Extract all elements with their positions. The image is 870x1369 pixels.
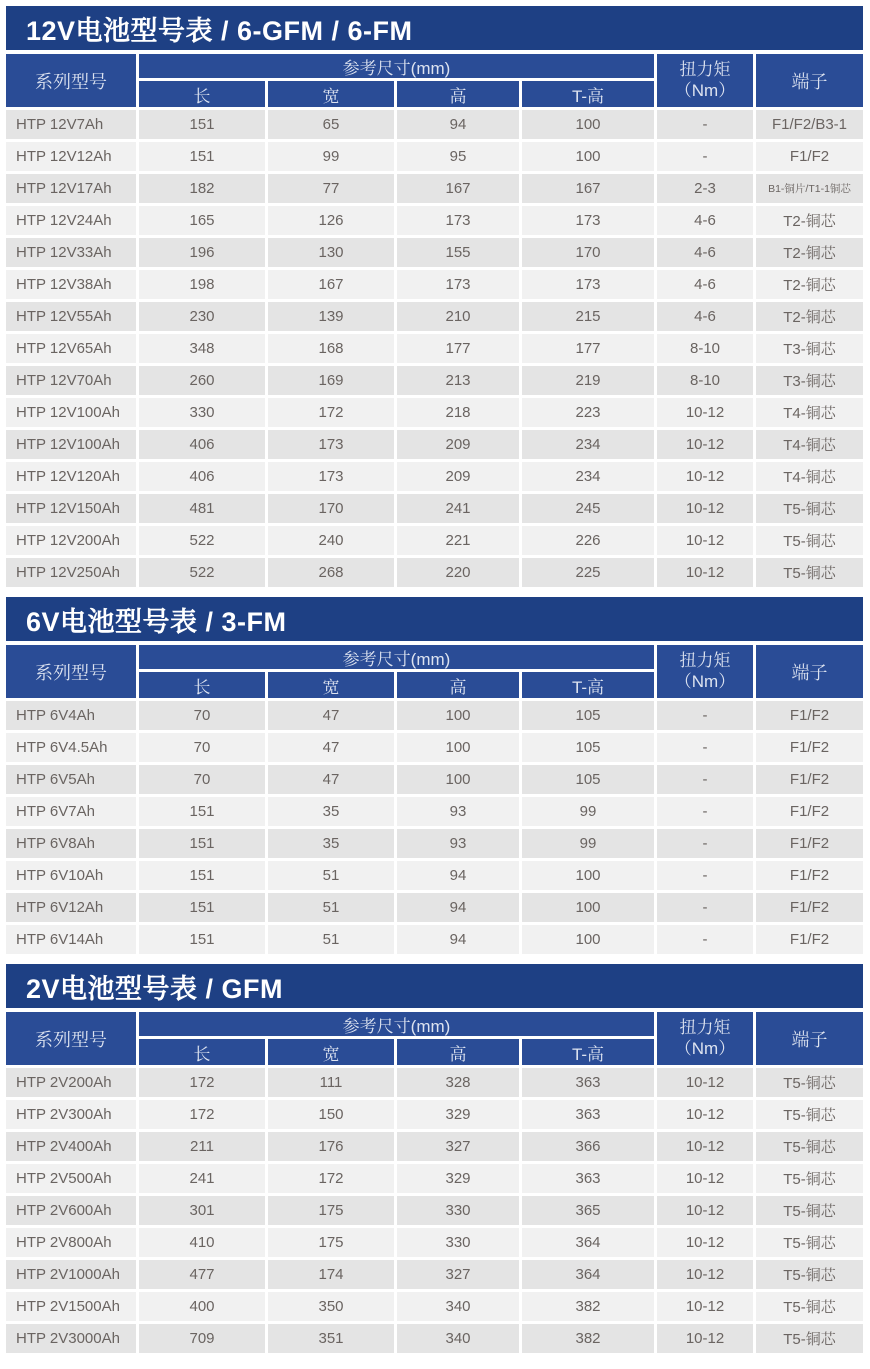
t-height-cell: 100 xyxy=(522,925,654,954)
model-cell: HTP 12V100Ah xyxy=(6,430,136,459)
height-cell: 340 xyxy=(397,1324,519,1353)
model-cell: HTP 6V8Ah xyxy=(6,829,136,858)
model-cell: HTP 2V200Ah xyxy=(6,1068,136,1097)
terminal-cell: T5-铜芯 xyxy=(756,1164,863,1193)
height-cell: 329 xyxy=(397,1164,519,1193)
width-cell: 35 xyxy=(268,829,394,858)
table-12v-batteries xyxy=(6,6,863,587)
length-cell: 301 xyxy=(139,1196,265,1225)
height-cell: 327 xyxy=(397,1260,519,1289)
t-height-cell: 99 xyxy=(522,829,654,858)
height-cell: 94 xyxy=(397,110,519,139)
torque-cell: 10-12 xyxy=(657,1260,753,1289)
length-cell: 151 xyxy=(139,142,265,171)
col-header-torque xyxy=(657,54,753,107)
height-cell: 209 xyxy=(397,462,519,491)
width-cell: 126 xyxy=(268,206,394,235)
table-title: 2V电池型号表 / GFM xyxy=(26,973,284,1004)
t-height-cell: 234 xyxy=(522,430,654,459)
height-cell: 220 xyxy=(397,558,519,587)
height-cell: 93 xyxy=(397,797,519,826)
col-header-model: 系列型号 xyxy=(6,54,136,107)
t-height-cell: 363 xyxy=(522,1100,654,1129)
t-height-cell: 105 xyxy=(522,733,654,762)
width-cell: 173 xyxy=(268,430,394,459)
height-cell: 173 xyxy=(397,270,519,299)
terminal-cell: T5-铜芯 xyxy=(756,1068,863,1097)
model-cell: HTP 2V500Ah xyxy=(6,1164,136,1193)
length-cell: 260 xyxy=(139,366,265,395)
t-height-cell: 365 xyxy=(522,1196,654,1225)
t-height-cell: 99 xyxy=(522,797,654,826)
terminal-cell: T2-铜芯 xyxy=(756,270,863,299)
width-cell: 99 xyxy=(268,142,394,171)
torque-cell: - xyxy=(657,829,753,858)
torque-cell: 4-6 xyxy=(657,206,753,235)
t-height-cell: 245 xyxy=(522,494,654,523)
table-title-bar xyxy=(6,597,863,641)
length-cell: 198 xyxy=(139,270,265,299)
model-cell: HTP 12V12Ah xyxy=(6,142,136,171)
col-header-t-height: T-高 xyxy=(522,81,654,107)
torque-cell: - xyxy=(657,701,753,730)
terminal-cell: T5-铜芯 xyxy=(756,1100,863,1129)
width-cell: 174 xyxy=(268,1260,394,1289)
torque-cell: - xyxy=(657,861,753,890)
width-cell: 175 xyxy=(268,1228,394,1257)
model-cell: HTP 6V10Ah xyxy=(6,861,136,890)
width-cell: 351 xyxy=(268,1324,394,1353)
torque-cell: - xyxy=(657,110,753,139)
torque-cell: 10-12 xyxy=(657,558,753,587)
t-height-cell: 100 xyxy=(522,893,654,922)
t-height-cell: 382 xyxy=(522,1324,654,1353)
terminal-cell: T5-铜芯 xyxy=(756,1324,863,1353)
col-header-length: 长 xyxy=(139,672,265,698)
length-cell: 348 xyxy=(139,334,265,363)
width-cell: 175 xyxy=(268,1196,394,1225)
col-header-terminal: 端子 xyxy=(756,54,863,107)
height-cell: 221 xyxy=(397,526,519,555)
model-cell: HTP 12V33Ah xyxy=(6,238,136,267)
width-cell: 176 xyxy=(268,1132,394,1161)
torque-cell: 4-6 xyxy=(657,270,753,299)
model-cell: HTP 2V400Ah xyxy=(6,1132,136,1161)
terminal-cell: F1/F2 xyxy=(756,701,863,730)
length-cell: 481 xyxy=(139,494,265,523)
col-header-length: 长 xyxy=(139,1039,265,1065)
model-cell: HTP 6V12Ah xyxy=(6,893,136,922)
col-header-terminal: 端子 xyxy=(756,1012,863,1065)
width-cell: 150 xyxy=(268,1100,394,1129)
terminal-cell: F1/F2 xyxy=(756,829,863,858)
t-height-cell: 366 xyxy=(522,1132,654,1161)
model-cell: HTP 12V100Ah xyxy=(6,398,136,427)
col-header-terminal: 端子 xyxy=(756,645,863,698)
height-cell: 167 xyxy=(397,174,519,203)
table-title-bar xyxy=(6,964,863,1008)
t-height-cell: 225 xyxy=(522,558,654,587)
length-cell: 165 xyxy=(139,206,265,235)
torque-cell: 8-10 xyxy=(657,334,753,363)
terminal-cell: T3-铜芯 xyxy=(756,334,863,363)
terminal-cell: T2-铜芯 xyxy=(756,238,863,267)
torque-cell: 10-12 xyxy=(657,1228,753,1257)
torque-cell: 10-12 xyxy=(657,430,753,459)
height-cell: 330 xyxy=(397,1228,519,1257)
model-cell: HTP 12V150Ah xyxy=(6,494,136,523)
terminal-cell: T4-铜芯 xyxy=(756,398,863,427)
length-cell: 70 xyxy=(139,733,265,762)
t-height-cell: 173 xyxy=(522,270,654,299)
height-cell: 218 xyxy=(397,398,519,427)
col-header-height: 高 xyxy=(397,1039,519,1065)
col-header-dimensions-group: 参考尺寸(mm) xyxy=(139,645,654,669)
torque-cell: 2-3 xyxy=(657,174,753,203)
torque-cell: 4-6 xyxy=(657,238,753,267)
width-cell: 169 xyxy=(268,366,394,395)
height-cell: 155 xyxy=(397,238,519,267)
col-header-model: 系列型号 xyxy=(6,1012,136,1065)
model-cell: HTP 6V5Ah xyxy=(6,765,136,794)
width-cell: 172 xyxy=(268,398,394,427)
width-cell: 65 xyxy=(268,110,394,139)
width-cell: 77 xyxy=(268,174,394,203)
model-cell: HTP 2V3000Ah xyxy=(6,1324,136,1353)
terminal-cell: T5-铜芯 xyxy=(756,526,863,555)
torque-cell: 4-6 xyxy=(657,302,753,331)
length-cell: 196 xyxy=(139,238,265,267)
height-cell: 100 xyxy=(397,701,519,730)
height-cell: 329 xyxy=(397,1100,519,1129)
torque-cell: 10-12 xyxy=(657,494,753,523)
torque-cell: - xyxy=(657,797,753,826)
model-cell: HTP 12V250Ah xyxy=(6,558,136,587)
width-cell: 47 xyxy=(268,765,394,794)
height-cell: 327 xyxy=(397,1132,519,1161)
model-cell: HTP 12V38Ah xyxy=(6,270,136,299)
terminal-cell: T4-铜芯 xyxy=(756,430,863,459)
col-header-torque xyxy=(657,645,753,698)
model-cell: HTP 2V300Ah xyxy=(6,1100,136,1129)
t-height-cell: 100 xyxy=(522,142,654,171)
torque-header-line: 扭力矩 xyxy=(679,60,731,80)
spec-grid xyxy=(6,645,863,954)
length-cell: 241 xyxy=(139,1164,265,1193)
col-header-t-height: T-高 xyxy=(522,1039,654,1065)
length-cell: 70 xyxy=(139,765,265,794)
col-header-dimensions-group: 参考尺寸(mm) xyxy=(139,54,654,78)
width-cell: 111 xyxy=(268,1068,394,1097)
terminal-cell: T5-铜芯 xyxy=(756,1196,863,1225)
width-cell: 168 xyxy=(268,334,394,363)
length-cell: 410 xyxy=(139,1228,265,1257)
t-height-cell: 177 xyxy=(522,334,654,363)
torque-cell: 10-12 xyxy=(657,1196,753,1225)
terminal-cell: T5-铜芯 xyxy=(756,494,863,523)
terminal-cell: T5-铜芯 xyxy=(756,558,863,587)
table-title-bar xyxy=(6,6,863,50)
terminal-cell: F1/F2 xyxy=(756,925,863,954)
t-height-cell: 363 xyxy=(522,1164,654,1193)
model-cell: HTP 2V1000Ah xyxy=(6,1260,136,1289)
terminal-cell: F1/F2 xyxy=(756,797,863,826)
torque-cell: 10-12 xyxy=(657,1324,753,1353)
col-header-dimensions-group: 参考尺寸(mm) xyxy=(139,1012,654,1036)
model-cell: HTP 2V600Ah xyxy=(6,1196,136,1225)
height-cell: 100 xyxy=(397,765,519,794)
col-header-width: 宽 xyxy=(268,81,394,107)
width-cell: 51 xyxy=(268,893,394,922)
width-cell: 47 xyxy=(268,733,394,762)
col-header-width: 宽 xyxy=(268,672,394,698)
model-cell: HTP 12V7Ah xyxy=(6,110,136,139)
length-cell: 400 xyxy=(139,1292,265,1321)
spec-grid xyxy=(6,1012,863,1353)
terminal-cell: T5-铜芯 xyxy=(756,1260,863,1289)
torque-cell: 10-12 xyxy=(657,1132,753,1161)
width-cell: 130 xyxy=(268,238,394,267)
t-height-cell: 170 xyxy=(522,238,654,267)
terminal-cell: F1/F2/B3-1 xyxy=(756,110,863,139)
height-cell: 330 xyxy=(397,1196,519,1225)
length-cell: 172 xyxy=(139,1068,265,1097)
model-cell: HTP 2V800Ah xyxy=(6,1228,136,1257)
width-cell: 167 xyxy=(268,270,394,299)
width-cell: 350 xyxy=(268,1292,394,1321)
torque-cell: 10-12 xyxy=(657,1068,753,1097)
t-height-cell: 226 xyxy=(522,526,654,555)
length-cell: 172 xyxy=(139,1100,265,1129)
model-cell: HTP 12V55Ah xyxy=(6,302,136,331)
model-cell: HTP 2V1500Ah xyxy=(6,1292,136,1321)
width-cell: 172 xyxy=(268,1164,394,1193)
model-cell: HTP 12V24Ah xyxy=(6,206,136,235)
width-cell: 170 xyxy=(268,494,394,523)
width-cell: 139 xyxy=(268,302,394,331)
length-cell: 406 xyxy=(139,462,265,491)
length-cell: 151 xyxy=(139,110,265,139)
terminal-cell: F1/F2 xyxy=(756,893,863,922)
torque-cell: - xyxy=(657,765,753,794)
width-cell: 51 xyxy=(268,925,394,954)
col-header-height: 高 xyxy=(397,81,519,107)
width-cell: 35 xyxy=(268,797,394,826)
t-height-cell: 100 xyxy=(522,861,654,890)
length-cell: 230 xyxy=(139,302,265,331)
height-cell: 94 xyxy=(397,893,519,922)
terminal-cell: B1-铜片/T1-1铜芯 xyxy=(756,174,863,203)
col-header-length: 长 xyxy=(139,81,265,107)
length-cell: 151 xyxy=(139,893,265,922)
length-cell: 70 xyxy=(139,701,265,730)
torque-cell: - xyxy=(657,925,753,954)
terminal-cell: F1/F2 xyxy=(756,765,863,794)
torque-header-line: 扭力矩 xyxy=(679,1018,731,1038)
torque-cell: - xyxy=(657,733,753,762)
terminal-cell: T5-铜芯 xyxy=(756,1292,863,1321)
model-cell: HTP 12V200Ah xyxy=(6,526,136,555)
height-cell: 94 xyxy=(397,861,519,890)
model-cell: HTP 12V17Ah xyxy=(6,174,136,203)
torque-cell: 10-12 xyxy=(657,1292,753,1321)
torque-cell: - xyxy=(657,893,753,922)
t-height-cell: 363 xyxy=(522,1068,654,1097)
t-height-cell: 105 xyxy=(522,701,654,730)
torque-cell: 10-12 xyxy=(657,462,753,491)
t-height-cell: 223 xyxy=(522,398,654,427)
torque-header-line: （Nm） xyxy=(674,80,736,100)
height-cell: 209 xyxy=(397,430,519,459)
terminal-cell: F1/F2 xyxy=(756,861,863,890)
height-cell: 213 xyxy=(397,366,519,395)
length-cell: 182 xyxy=(139,174,265,203)
height-cell: 328 xyxy=(397,1068,519,1097)
terminal-cell: T3-铜芯 xyxy=(756,366,863,395)
model-cell: HTP 12V120Ah xyxy=(6,462,136,491)
length-cell: 522 xyxy=(139,558,265,587)
torque-header-line: （Nm） xyxy=(674,671,736,691)
t-height-cell: 100 xyxy=(522,110,654,139)
terminal-cell: T2-铜芯 xyxy=(756,302,863,331)
length-cell: 151 xyxy=(139,797,265,826)
height-cell: 95 xyxy=(397,142,519,171)
t-height-cell: 364 xyxy=(522,1228,654,1257)
width-cell: 173 xyxy=(268,462,394,491)
t-height-cell: 234 xyxy=(522,462,654,491)
height-cell: 210 xyxy=(397,302,519,331)
col-header-width: 宽 xyxy=(268,1039,394,1065)
terminal-cell: T5-铜芯 xyxy=(756,1132,863,1161)
t-height-cell: 105 xyxy=(522,765,654,794)
col-header-torque xyxy=(657,1012,753,1065)
length-cell: 330 xyxy=(139,398,265,427)
width-cell: 240 xyxy=(268,526,394,555)
terminal-cell: T2-铜芯 xyxy=(756,206,863,235)
length-cell: 151 xyxy=(139,829,265,858)
model-cell: HTP 6V7Ah xyxy=(6,797,136,826)
table-6v-batteries xyxy=(6,597,863,954)
torque-cell: 10-12 xyxy=(657,1100,753,1129)
width-cell: 268 xyxy=(268,558,394,587)
height-cell: 340 xyxy=(397,1292,519,1321)
terminal-cell: F1/F2 xyxy=(756,733,863,762)
width-cell: 51 xyxy=(268,861,394,890)
model-cell: HTP 6V4Ah xyxy=(6,701,136,730)
t-height-cell: 382 xyxy=(522,1292,654,1321)
torque-cell: 10-12 xyxy=(657,1164,753,1193)
table-title: 6V电池型号表 / 3-FM xyxy=(26,606,287,637)
torque-cell: 10-12 xyxy=(657,398,753,427)
width-cell: 47 xyxy=(268,701,394,730)
spec-grid xyxy=(6,54,863,587)
terminal-cell: T4-铜芯 xyxy=(756,462,863,491)
table-title: 12V电池型号表 / 6-GFM / 6-FM xyxy=(26,15,413,46)
terminal-cell: T5-铜芯 xyxy=(756,1228,863,1257)
length-cell: 477 xyxy=(139,1260,265,1289)
length-cell: 151 xyxy=(139,861,265,890)
height-cell: 94 xyxy=(397,925,519,954)
model-cell: HTP 6V4.5Ah xyxy=(6,733,136,762)
t-height-cell: 173 xyxy=(522,206,654,235)
model-cell: HTP 12V65Ah xyxy=(6,334,136,363)
col-header-model: 系列型号 xyxy=(6,645,136,698)
length-cell: 151 xyxy=(139,925,265,954)
torque-header-line: （Nm） xyxy=(674,1038,736,1058)
length-cell: 406 xyxy=(139,430,265,459)
t-height-cell: 167 xyxy=(522,174,654,203)
torque-cell: - xyxy=(657,142,753,171)
col-header-height: 高 xyxy=(397,672,519,698)
terminal-cell: F1/F2 xyxy=(756,142,863,171)
torque-cell: 10-12 xyxy=(657,526,753,555)
length-cell: 709 xyxy=(139,1324,265,1353)
t-height-cell: 215 xyxy=(522,302,654,331)
length-cell: 522 xyxy=(139,526,265,555)
t-height-cell: 219 xyxy=(522,366,654,395)
height-cell: 100 xyxy=(397,733,519,762)
model-cell: HTP 12V70Ah xyxy=(6,366,136,395)
torque-header-line: 扭力矩 xyxy=(679,651,731,671)
length-cell: 211 xyxy=(139,1132,265,1161)
height-cell: 241 xyxy=(397,494,519,523)
torque-cell: 8-10 xyxy=(657,366,753,395)
t-height-cell: 364 xyxy=(522,1260,654,1289)
table-2v-batteries xyxy=(6,964,863,1353)
height-cell: 93 xyxy=(397,829,519,858)
height-cell: 173 xyxy=(397,206,519,235)
model-cell: HTP 6V14Ah xyxy=(6,925,136,954)
height-cell: 177 xyxy=(397,334,519,363)
col-header-t-height: T-高 xyxy=(522,672,654,698)
